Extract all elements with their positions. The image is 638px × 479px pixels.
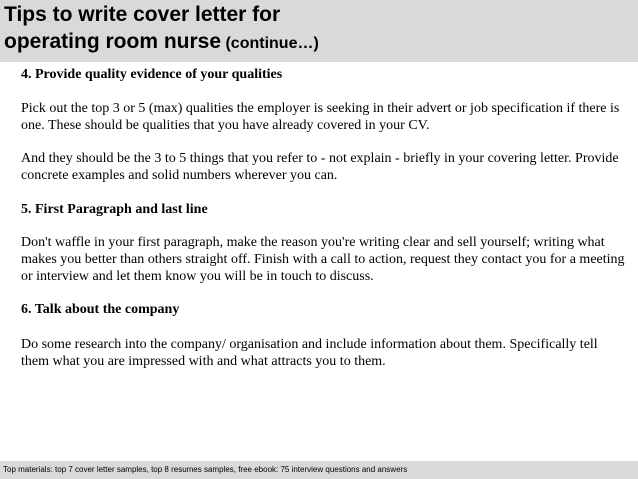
page-title-line-2 [4,30,319,56]
title-bar [0,0,638,62]
section-heading-quality-evidence: 4. Provide quality evidence of your qualities [21,67,283,82]
page-title-line-1: Tips to write cover letter for [4,3,281,26]
paragraph-research-company: Do some research into the company/ organisation and include information about them. Specifically tell them what you are impressed with and what attracts you to them. [21,337,598,369]
paragraph-top-qualities: Pick out the top 3 or 5 (max) qualities the employer is seeking in their advert or job specification if there is one. These should be qualities that you have already covered in your CV. [21,101,620,133]
section-heading-first-paragraph: 5. First Paragraph and last line [21,202,208,217]
footer-bar [0,461,638,479]
content-body [21,66,627,370]
page-title-suffix: (continue…) [221,35,319,52]
page-title-main: operating room nurse [4,30,222,53]
section-heading-company: 6. Talk about the company [21,302,180,317]
paragraph-dont-waffle: Don't waffle in your first paragraph, make the reason you're writing clear and sell yourself; writing what makes you better than others straight off. Finish with a call to action, request they contact you for a meeting or interview and let them know you will be in touch to discuss. [21,235,625,284]
footer-materials-text: Top materials: top 7 cover letter samples, top 8 resumes samples, free ebook: 75 interview questions and answers [3,465,408,474]
paragraph-refer-briefly: And they should be the 3 to 5 things that you refer to - not explain - briefly in your covering letter. Provide concrete examples and solid numbers wherever you can. [21,151,619,183]
